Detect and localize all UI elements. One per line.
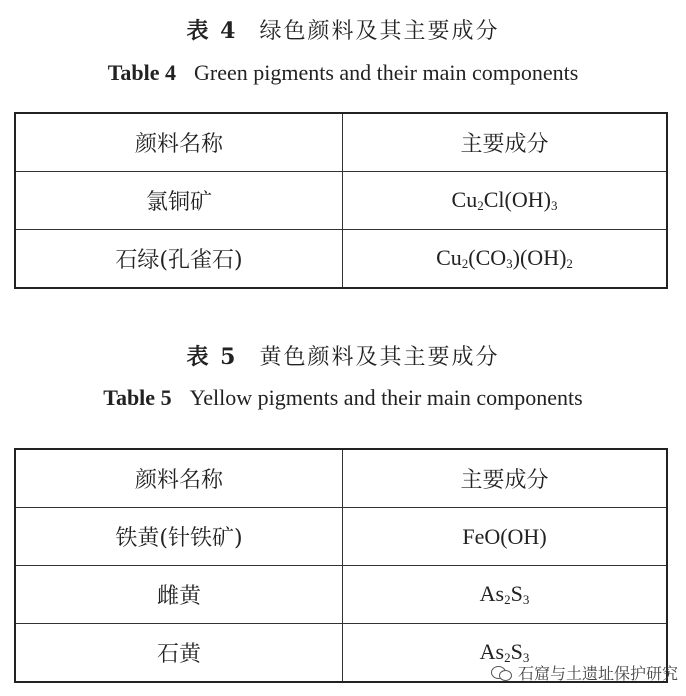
formula-cell xyxy=(343,566,668,624)
formula-subscript: 2 xyxy=(477,198,484,213)
formula-cell xyxy=(343,172,668,230)
table4-caption-cn xyxy=(0,14,686,45)
table5-caption-en-text: Yellow pigments and their main components xyxy=(189,385,583,410)
formula-subscript: 3 xyxy=(522,650,530,665)
formula-subscript: 2 xyxy=(504,650,511,665)
formula-text: Cu xyxy=(451,187,478,212)
table4-caption-en xyxy=(0,60,686,86)
watermark xyxy=(491,661,678,684)
table4-caption-en-text: Green pigments and their main components xyxy=(193,60,579,85)
formula-text: S xyxy=(510,639,523,664)
formula-subscript: 3 xyxy=(550,198,558,213)
formula-text: As xyxy=(479,581,505,606)
table4-caption-cn-text: 绿色颜料及其主要成分 xyxy=(259,19,500,44)
table5-header-name: 颜料名称 xyxy=(15,449,343,508)
table5-caption-en-number: Table 5 xyxy=(103,385,172,410)
formula-text: S xyxy=(510,581,523,606)
formula-subscript: 3 xyxy=(506,256,513,271)
pigment-name-cell: 雌黄 xyxy=(15,566,343,624)
table4-header-name: 颜料名称 xyxy=(15,113,343,172)
pigment-name-cell: 石绿(孔雀石) xyxy=(15,230,343,289)
formula-text: Cl(OH) xyxy=(483,187,551,212)
table5-row xyxy=(15,508,667,566)
formula-cell xyxy=(343,508,668,566)
table5-caption-cn-number: 表 5 xyxy=(186,344,238,370)
table4-caption-en-number: Table 4 xyxy=(107,60,176,85)
table4-row xyxy=(15,230,667,289)
table5-caption-en xyxy=(0,385,686,411)
pigment-name-cell: 氯铜矿 xyxy=(15,172,343,230)
pigment-name-cell: 石黄 xyxy=(15,624,343,683)
formula-subscript: 2 xyxy=(504,592,511,607)
wechat-icon xyxy=(491,664,513,682)
table4-header-row xyxy=(15,113,667,172)
table4-row xyxy=(15,172,667,230)
table5-caption-cn xyxy=(0,340,686,371)
table4-header-component: 主要成分 xyxy=(343,113,668,172)
table5 xyxy=(14,448,668,683)
table5-header-component: 主要成分 xyxy=(343,449,668,508)
formula-text: )(OH) xyxy=(512,245,567,270)
pigment-name-cell: 铁黄(针铁矿) xyxy=(15,508,343,566)
watermark-text: 石窟与土遗址保护研究 xyxy=(517,664,678,683)
table5-caption-cn-text: 黄色颜料及其主要成分 xyxy=(259,345,500,370)
table4-caption-cn-number: 表 4 xyxy=(186,18,238,44)
formula-subscript: 2 xyxy=(566,256,573,271)
formula-text: Cu xyxy=(436,245,462,270)
table5-header-row xyxy=(15,449,667,508)
formula-subscript: 2 xyxy=(461,256,469,271)
table4 xyxy=(14,112,668,289)
formula-cell xyxy=(343,230,668,289)
table5-row xyxy=(15,566,667,624)
formula-subscript: 3 xyxy=(522,592,530,607)
formula-text: FeO(OH) xyxy=(462,523,547,549)
formula-text: As xyxy=(479,639,505,664)
formula-text: (CO xyxy=(468,245,507,270)
